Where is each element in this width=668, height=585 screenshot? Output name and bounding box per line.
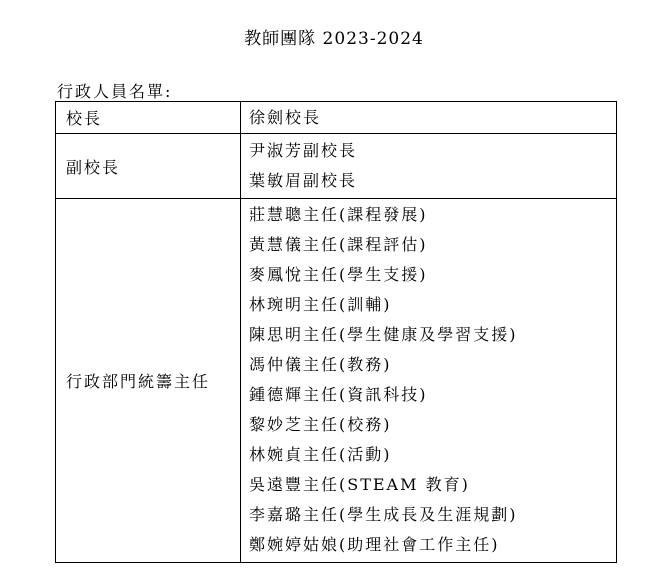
staff-name: 黎妙芝主任(校務) (249, 415, 392, 434)
staff-name: 莊慧聰主任(課程發展) (249, 205, 428, 224)
staff-name: 李嘉璐主任(學生成長及生涯規劃) (249, 505, 518, 524)
role-cell-department-heads: 行政部門統籌主任 (56, 199, 241, 563)
staff-name: 陳思明主任(學生健康及學習支援) (249, 325, 518, 344)
staff-name: 吳遠豐主任(STEAM 教育) (249, 475, 470, 494)
staff-name: 徐劍校長 (249, 108, 322, 127)
staff-name: 林婉貞主任(活動) (249, 445, 392, 464)
document-title: 教師團隊 2023-2024 (244, 29, 424, 49)
staff-name: 葉敏眉副校長 (249, 171, 358, 190)
staff-name: 麥鳳悅主任(學生支援) (249, 265, 428, 284)
names-cell-department-heads (241, 199, 617, 563)
staff-name: 林琬明主任(訓輔) (249, 295, 392, 314)
table-row-department-heads (56, 199, 617, 563)
table-row-vice-principal (56, 134, 617, 199)
staff-name: 尹淑芳副校長 (249, 141, 358, 160)
staff-name: 黃慧儀主任(課程評估) (249, 235, 428, 254)
names-cell-principal (241, 102, 617, 134)
role-cell-principal: 校長 (56, 102, 241, 134)
staff-name: 鍾德輝主任(資訊科技) (249, 385, 428, 404)
staff-name: 鄭婉婷姑娘(助理社會工作主任) (249, 535, 500, 554)
staff-name: 馮仲儀主任(教務) (249, 355, 392, 374)
admin-list-caption: 行政人員名單: (57, 82, 173, 101)
admin-staff-table (55, 101, 617, 563)
table-row-principal (56, 102, 617, 134)
names-cell-vice-principal (241, 134, 617, 199)
role-cell-vice-principal: 副校長 (56, 134, 241, 199)
